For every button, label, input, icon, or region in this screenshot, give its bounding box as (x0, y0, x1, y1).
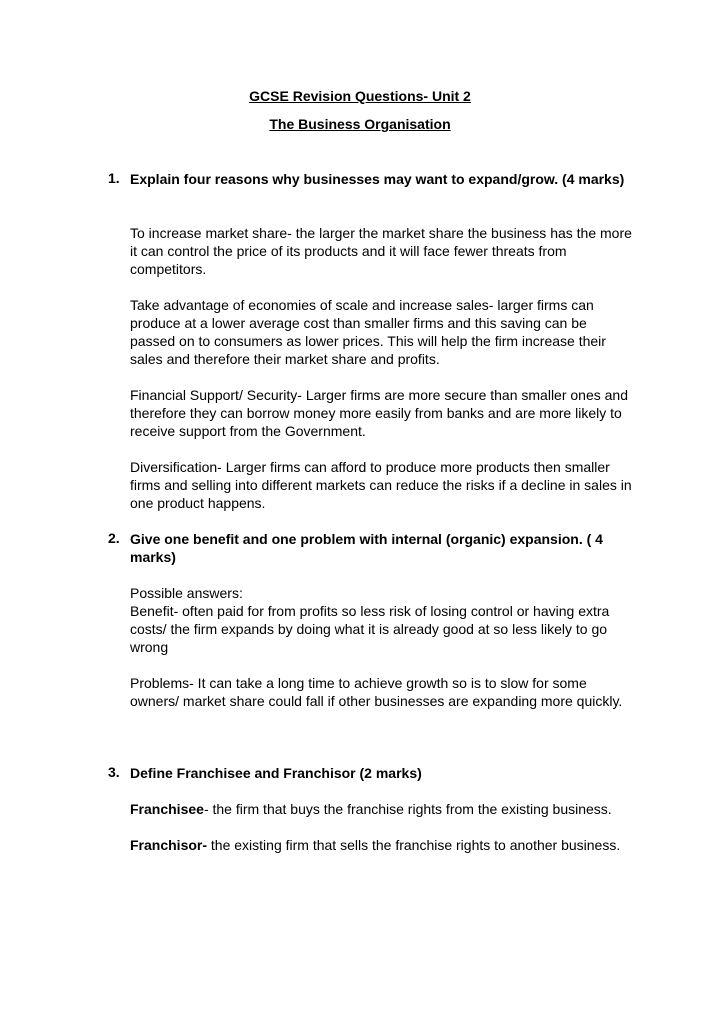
definition-franchisor (130, 836, 635, 854)
answer-benefit: Benefit- often paid for from profits so less risk of losing control or having extra costs/ the firm expands by doing what it is already good at so less likely to go wrong (130, 603, 610, 655)
question-2 (108, 530, 628, 566)
term-label: Franchisor- (130, 837, 208, 853)
question-3 (108, 764, 628, 782)
answer-paragraph: Financial Support/ Security- Larger firms are more secure than smaller ones and therefore they can borrow money more easily from banks and are more likely to receive support from the Government. (130, 387, 628, 439)
question-text: Define Franchisee and Franchisor (2 marks) (130, 765, 422, 781)
question-1 (108, 170, 628, 188)
answer-paragraph: Diversification- Larger firms can afford to produce more products then smaller firms and selling into different markets can reduce the risks if a decline in sales in one product happens. (130, 459, 632, 511)
answer-paragraph: To increase market share- the larger the market share the business has the more it can control the price of its products and it will face fewer threats from competitors. (130, 225, 632, 277)
question-text: Explain four reasons why businesses may want to expand/grow. (4 marks) (130, 171, 625, 187)
term-definition: the existing firm that sells the franchise rights to another business. (207, 837, 621, 853)
answer-problems: Problems- It can take a long time to achieve growth so is to slow for some owners/ market share could fall if other businesses are expanding more quickly. (130, 675, 623, 709)
document-title: GCSE Revision Questions- Unit 2 (249, 88, 471, 104)
question-text: Give one benefit and one problem with internal (organic) expansion. ( 4 marks) (130, 531, 603, 565)
definition-franchisee (130, 800, 635, 818)
document-subtitle: The Business Organisation (269, 116, 451, 132)
question-number: 2. (108, 530, 120, 546)
answer-intro: Possible answers: (130, 585, 243, 601)
term-definition: - the firm that buys the franchise rights from the existing business. (203, 801, 612, 817)
answer-paragraph: Take advantage of economies of scale and increase sales- larger firms can produce at a lower average cost than smaller firms and this saving can be passed on to consumers as lower prices. This will help the firm increase their sales and therefore their market share and profits. (130, 297, 606, 367)
question-number: 1. (108, 170, 120, 186)
question-number: 3. (108, 764, 120, 780)
term-label: Franchisee (130, 801, 204, 817)
